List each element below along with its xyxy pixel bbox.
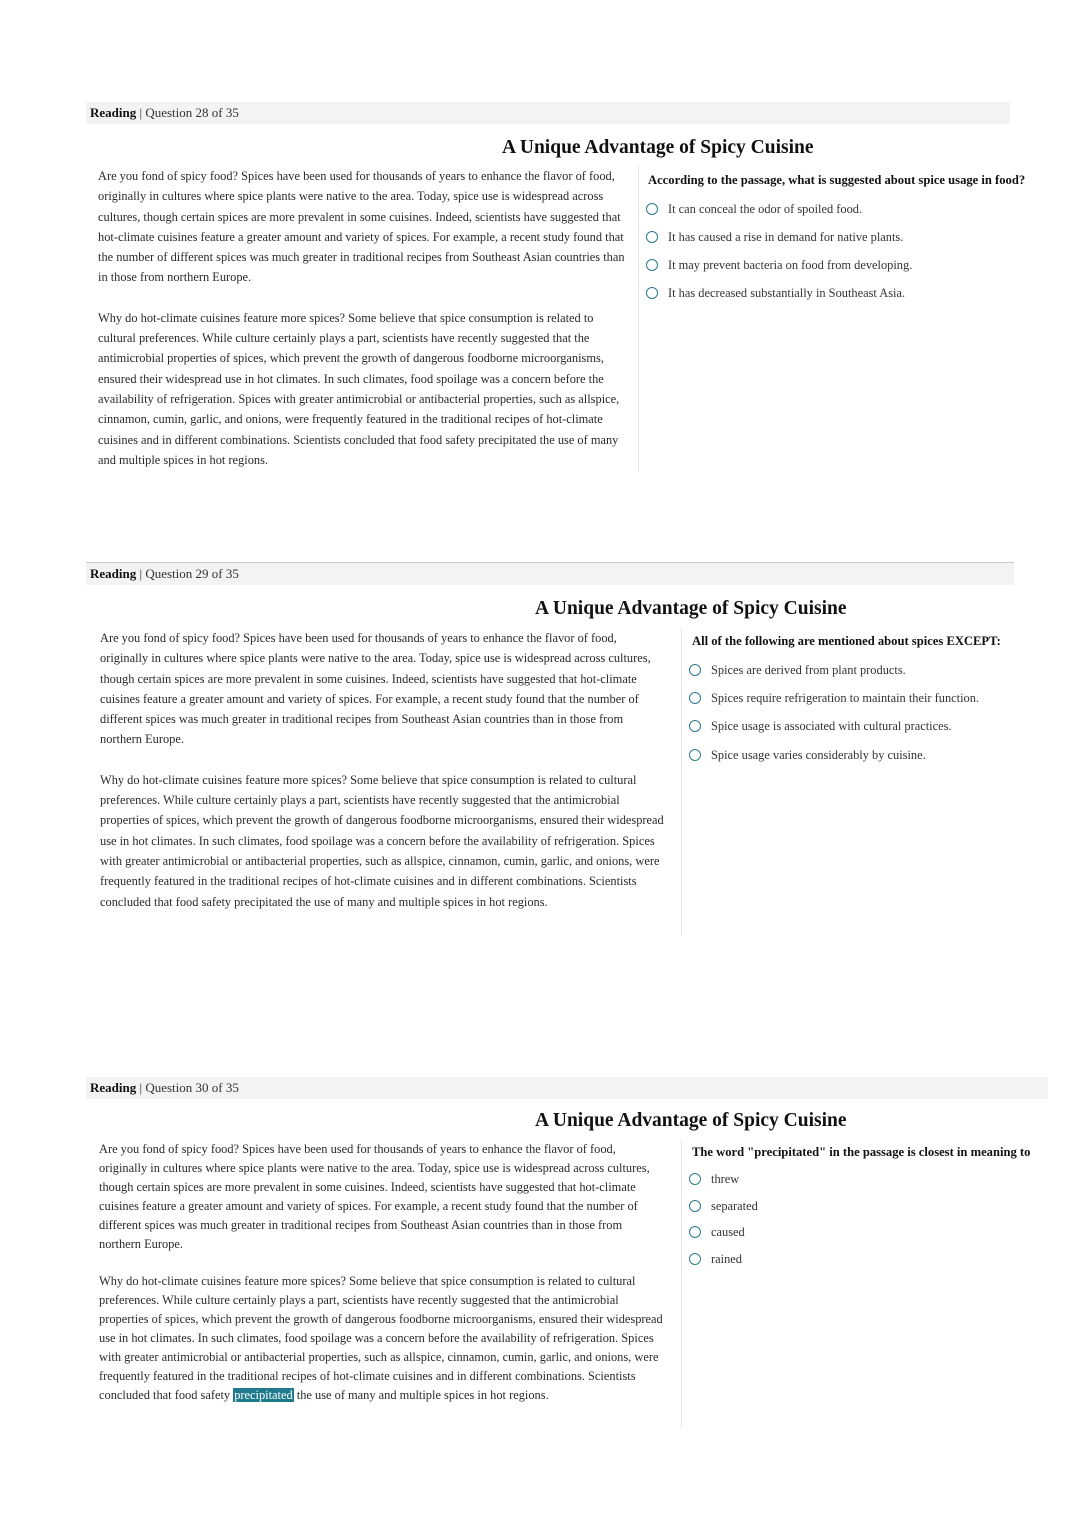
radio-icon[interactable] (689, 749, 701, 761)
answer-option-label: It has decreased substantially in Southeast Asia. (668, 286, 906, 300)
answer-option-b[interactable] (646, 228, 903, 246)
passage-text-after-highlight: the use of many and multiple spices in hot regions. (293, 1388, 549, 1402)
radio-icon[interactable] (689, 692, 701, 704)
answer-option-d[interactable] (689, 1250, 742, 1268)
passage-text-before-highlight: Why do hot-climate cuisines feature more spices? Some believe that spice consumption is related to cultural preferences. While culture certainly plays a part, scientists have recently suggested that the antimicrobial properties of spices, which prevent the growth of dangerous foodborne microorganisms, ensured their widespread use in hot climates. In such climates, food spoilage was a concern before the availability of refrigeration. Spices with greater antimicrobial or antibacterial properties, such as allspice, cinnamon, cumin, garlic, and onions, were frequently featured in the traditional recipes of hot-climate cuisines and in different combinations. Scientists concluded that food safety (99, 1274, 663, 1402)
passage-paragraph-1: Are you fond of spicy food? Spices have been used for thousands of years to enhance the flavor of food, originally in cultures where spice plants were native to the area. Today, spice use is widespread across cultures, though certain spices are more prevalent in some cuisines. Indeed, scientists have suggested that hot-climate cuisines feature a greater amount and variety of spices. For example, a recent study found that the number of different spices was much greater in traditional recipes from Southeast Asian countries than in those from northern Europe. (99, 1142, 650, 1251)
question-text: According to the passage, what is suggested about spice usage in food? (648, 173, 1026, 187)
radio-icon[interactable] (689, 664, 701, 676)
answer-option-c[interactable] (689, 717, 952, 735)
answer-option-c[interactable] (689, 1223, 745, 1241)
radio-icon[interactable] (689, 1200, 701, 1212)
passage-text (100, 628, 668, 912)
section-label: Reading (90, 105, 137, 120)
section-label: Reading (90, 566, 137, 581)
answer-option-label: caused (711, 1225, 745, 1239)
answer-option-label: Spices require refrigeration to maintain their function. (711, 691, 980, 705)
answer-option-label: It has caused a rise in demand for native plants. (668, 230, 904, 244)
answer-option-c[interactable] (646, 256, 912, 274)
answer-option-label: threw (711, 1172, 740, 1186)
answer-option-d[interactable] (646, 284, 905, 302)
screen-header (86, 562, 1014, 585)
radio-icon[interactable] (689, 1173, 701, 1185)
radio-icon[interactable] (646, 203, 658, 215)
passage-paragraph-2: Why do hot-climate cuisines feature more spices? Some believe that spice consumption is related to cultural preferences. While culture certainly plays a part, scientists have recently suggested that the antimicrobial properties of spices, which prevent the growth of dangerous foodborne microorganisms, ensured their widespread use in hot climates. In such climates, food spoilage was a concern before the availability of refrigeration. Spices with greater antimicrobial or antibacterial properties, such as allspice, cinnamon, cumin, garlic, and onions, were frequently featured in the traditional recipes of hot-climate cuisines and in different combinations. Scientists concluded that food safety precipitated the use of many and multiple spices in hot regions. (100, 772, 664, 909)
passage-text (98, 166, 626, 470)
answer-option-label: Spices are derived from plant products. (711, 663, 906, 677)
answer-option-label: Spice usage varies considerably by cuisine. (711, 748, 926, 762)
answer-option-b[interactable] (689, 689, 979, 707)
passage-title: A Unique Advantage of Spicy Cuisine (535, 1110, 847, 1131)
section-label: Reading (90, 1080, 137, 1095)
question-counter: | Question 30 of 35 (139, 1080, 239, 1095)
radio-icon[interactable] (689, 720, 701, 732)
passage-paragraph-2 (99, 1272, 667, 1405)
answer-option-a[interactable] (689, 661, 906, 679)
radio-icon[interactable] (689, 1253, 701, 1265)
answer-option-d[interactable] (689, 746, 926, 764)
question-counter: | Question 28 of 35 (139, 105, 239, 120)
answer-option-b[interactable] (689, 1197, 758, 1215)
radio-icon[interactable] (646, 287, 658, 299)
answer-option-label: It may prevent bacteria on food from developing. (668, 258, 913, 272)
passage-paragraph-1: Are you fond of spicy food? Spices have been used for thousands of years to enhance the flavor of food, originally in cultures where spice plants were native to the area. Today, spice use is widespread across cultures, though certain spices are more prevalent in some cuisines. Indeed, scientists have suggested that hot-climate cuisines feature a greater amount and variety of spices. For example, a recent study found that the number of different spices was much greater in traditional recipes from Southeast Asian countries than in those from northern Europe. (100, 631, 651, 747)
passage-text (99, 1140, 667, 1405)
column-divider (681, 1140, 682, 1428)
answer-option-a[interactable] (689, 1170, 739, 1188)
radio-icon[interactable] (646, 259, 658, 271)
answer-option-label: rained (711, 1252, 742, 1266)
question-text: All of the following are mentioned about spices EXCEPT: (692, 634, 1001, 648)
screen-header (86, 102, 1010, 124)
passage-paragraph-1: Are you fond of spicy food? Spices have been used for thousands of years to enhance the flavor of food, originally in cultures where spice plants were native to the area. Today, spice use is widespread across cultures, though certain spices are more prevalent in some cuisines. Indeed, scientists have suggested that hot-climate cuisines feature a greater amount and variety of spices. For example, a recent study found that the number of different spices was much greater in traditional recipes from Southeast Asian countries than in those from northern Europe. (98, 169, 625, 285)
answer-option-label: separated (711, 1199, 758, 1213)
passage-title: A Unique Advantage of Spicy Cuisine (535, 598, 847, 619)
answer-option-label: It can conceal the odor of spoiled food. (668, 202, 863, 216)
radio-icon[interactable] (689, 1226, 701, 1238)
column-divider (681, 628, 682, 936)
passage-paragraph-2: Why do hot-climate cuisines feature more spices? Some believe that spice consumption is related to cultural preferences. While culture certainly plays a part, scientists have recently suggested that the antimicrobial properties of spices, which prevent the growth of dangerous foodborne microorganisms, ensured their widespread use in hot climates. In such climates, food spoilage was a concern before the availability of refrigeration. Spices with greater antimicrobial or antibacterial properties, such as allspice, cinnamon, cumin, garlic, and onions, were frequently featured in the traditional recipes of hot-climate cuisines and in different combinations. Scientists concluded that food safety precipitated the use of many and multiple spices in hot regions. (98, 310, 620, 467)
column-divider (638, 166, 639, 472)
answer-option-label: Spice usage is associated with cultural practices. (711, 719, 952, 733)
passage-title: A Unique Advantage of Spicy Cuisine (502, 137, 814, 158)
radio-icon[interactable] (646, 231, 658, 243)
screen-header (86, 1077, 1048, 1099)
answer-option-a[interactable] (646, 200, 862, 218)
question-text: The word "precipitated" in the passage is closest in meaning to (692, 1145, 1031, 1159)
highlighted-word: precipitated (234, 1388, 293, 1402)
question-counter: | Question 29 of 35 (139, 566, 239, 581)
